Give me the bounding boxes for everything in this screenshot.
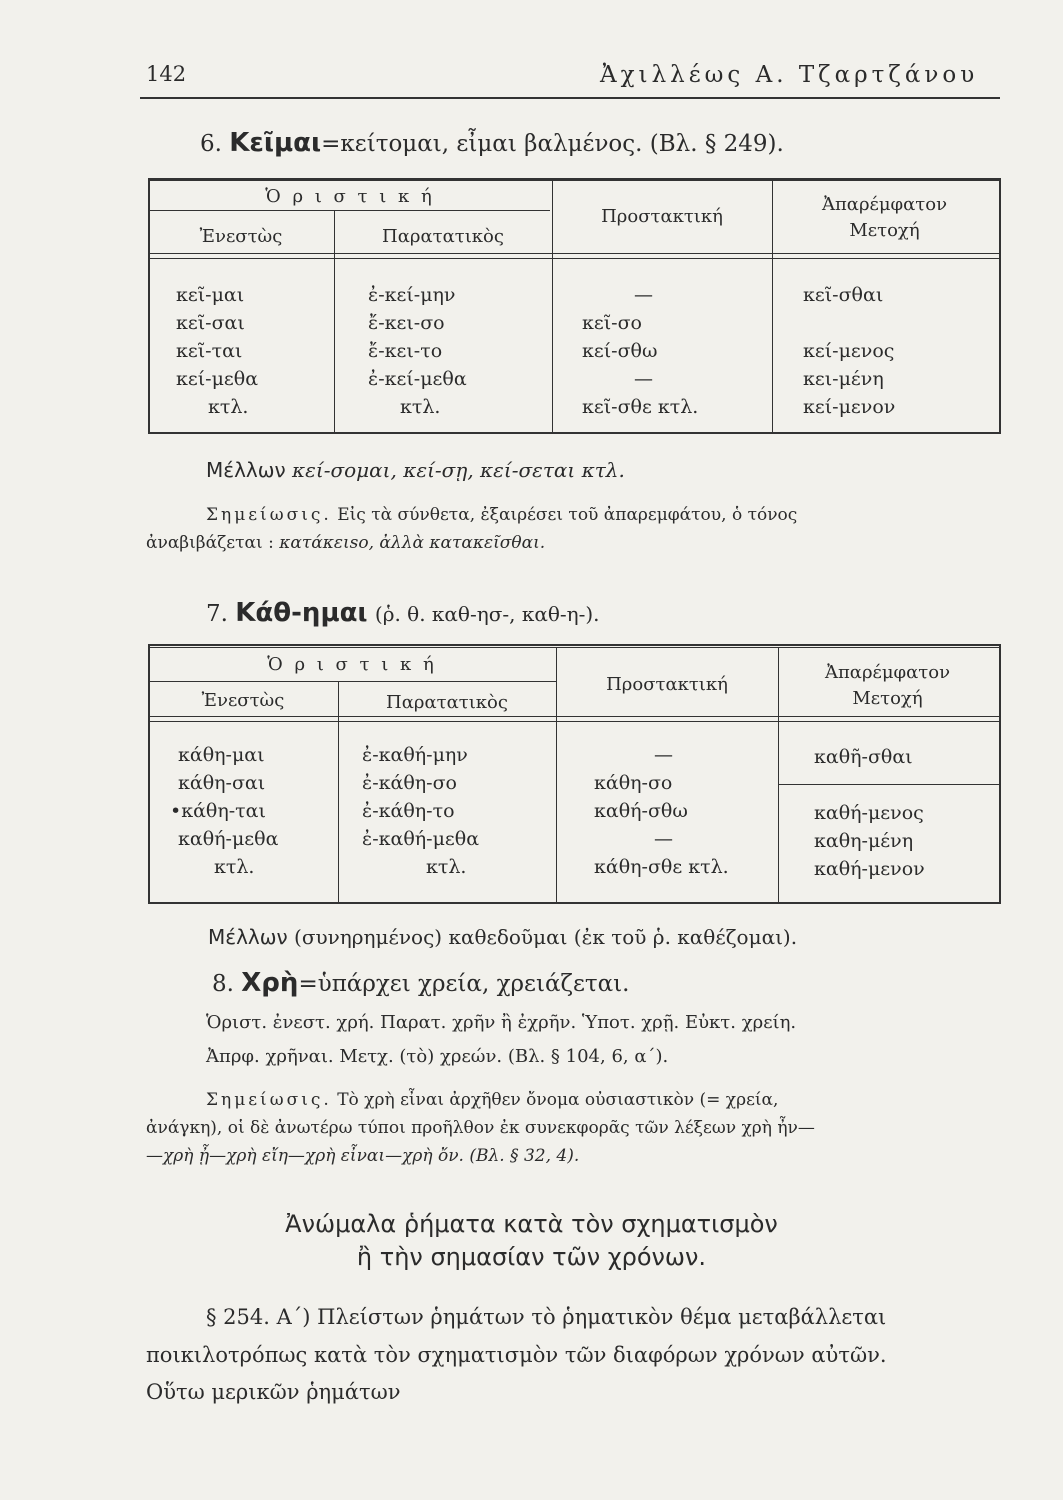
table1-enestos-2: κεῖ-σαι [176,312,245,334]
section-8-forms-line2: Ἀπρφ. χρῆναι. Μετχ. (τὸ) χρεών. (Βλ. § 104, 6, α΄). [206,1046,669,1067]
section-6-definition: =κείτομαι, εἶμαι βαλμένος. (Βλ. § 249). [321,131,784,157]
section-8-note-line2: ἀνάγκη), οἱ δὲ ἀνωτέρω τύποι προῆλθον ἐκ συνεκφορᾶς τῶν λέξεων χρὴ ἦν— [146,1118,815,1138]
conjugation-table-kathemai [148,644,999,902]
section-7-future-forms: (συνηρημένος) καθεδοῦμαι (ἐκ τοῦ ῥ. καθέζομαι). [294,925,798,949]
subtitle-line1: Ἀνώμαλα ῥήματα κατὰ τὸν σχηματισμὸν [285,1210,778,1238]
section-6-note-line2 [146,533,996,553]
table2-metochi-header: Μετοχή [852,688,923,709]
table2-metochi-1: καθή-μενος [814,802,924,824]
table2-enestos-4: καθή-μεθα [178,828,279,850]
table1-prostaktiki-3: κεί-σθω [582,340,658,362]
section-7-lemma: Κάθ-ημαι [235,598,368,628]
table2-paratatikos-5: κτλ. [426,856,467,878]
table1-aparemfaton-header: Ἀπαρέμφατον [821,194,948,215]
section-8-heading [212,968,629,998]
table1-prostaktiki-4: — [634,368,653,390]
section-6-future-label: Μέλλων [206,458,286,482]
table1-prostaktiki-5: κεῖ-σθε κτλ. [582,396,699,418]
table1-prostaktiki-header: Προστακτική [601,206,723,227]
header-rule [140,97,1000,99]
section-6-heading [200,128,784,158]
table2-metochi-3: καθή-μενον [814,858,925,880]
table1-oristiki-header: Ὁ ρ ι σ τ ι κ ή [265,186,435,207]
table2-paratatikos-header: Παρατατικὸς [386,692,508,713]
table2-prostaktiki-2: κάθη-σο [594,772,673,794]
table2-prostaktiki-5: κάθη-σθε κτλ. [594,856,729,878]
paragraph-254-line1: § 254. Α΄) Πλείστων ῥημάτων τὸ ῥηματικὸν θέμα μεταβάλλεται [206,1305,887,1329]
table2-prostaktiki-3: καθή-σθω [594,800,688,822]
table1-paratatikos-4: ἐ-κεί-μεθα [368,368,467,390]
table1-metochi-header: Μετοχή [849,220,920,241]
table2-enestos-5: κτλ. [214,856,255,878]
table1-metochi-1: κεί-μενος [803,340,895,362]
section-8-number: 8. [212,971,234,997]
paragraph-254-line2: ποικιλοτρόπως κατὰ τὸν σχηματισμὸν τῶν διαφόρων χρόνων αὐτῶν. [146,1343,887,1367]
section-8-note-line3: —χρὴ ᾖ—χρὴ εἴη—χρὴ εἶναι—χρὴ ὄν. (Βλ. § 32, 4). [146,1146,580,1166]
section-6-future-forms: κεί-σομαι, κεί-σῃ, κεί-σεται κτλ. [292,458,625,482]
section-7-number: 7. [206,601,228,627]
table2-paratatikos-1: ἐ-καθή-μην [362,744,468,766]
section-7-definition: (ῥ. θ. καθ-ησ-, καθ-η-). [374,602,600,626]
section-6-future [206,458,625,482]
section-6-number: 6. [200,131,222,157]
table1-prostaktiki-2: κεῖ-σο [582,312,642,334]
table1-paratatikos-1: ἐ-κεί-μην [368,284,456,306]
table1-enestos-5: κτλ. [208,396,249,418]
table2-enestos-header: Ἐνεστὼς [201,690,285,711]
section-8-lemma: Χρὴ [241,968,299,998]
table1-enestos-header: Ἐνεστὼς [199,226,283,247]
section-7-future [208,925,797,949]
section-8-note-line1 [206,1090,778,1110]
table2-enestos-1: κάθη-μαι [178,744,265,766]
section-8-note-text1: Τὸ χρὴ εἶναι ἀρχῆθεν ὄνομα οὐσιαστικὸν (= χρεία, [337,1090,779,1110]
section-6-note-label: Σημείωσις. [206,505,332,525]
table2-enestos-2: κάθη-σαι [178,772,266,794]
table2-paratatikos-4: ἐ-καθή-μεθα [362,828,480,850]
table2-aparemfaton-form: καθῆ-σθαι [814,746,913,768]
table1-paratatikos-5: κτλ. [400,396,441,418]
section-6-note-example: κατάκειso, ἀλλὰ κατακεῖσθαι. [279,533,546,553]
table2-enestos-3: •κάθη-ται [170,800,266,822]
table2-prostaktiki-header: Προστακτική [606,674,728,695]
table2-prostaktiki-1: — [654,744,673,766]
section-8-forms-line1: Ὁριστ. ἐνεστ. χρή. Παρατ. χρῆν ἢ ἐχρῆν. Ὑποτ. χρῇ. Εὐκτ. χρείη. [206,1012,797,1033]
table1-prostaktiki-1: — [634,284,653,306]
running-title: Ἀχιλλέως Α. Τζαρτζάνου [600,62,979,88]
table1-metochi-3: κεί-μενον [803,396,896,418]
table1-aparemfaton-form: κεῖ-σθαι [803,284,884,306]
table1-enestos-3: κεῖ-ται [176,340,243,362]
section-7-heading [206,598,600,628]
section-6-lemma: Κεῖμαι [229,128,322,158]
section-6-note-text2: ἀναβιβάζεται : [146,533,274,553]
table1-enestos-4: κεί-μεθα [176,368,259,390]
table1-paratatikos-header: Παρατατικὸς [382,226,504,247]
table2-metochi-2: καθη-μένη [814,830,914,852]
table1-metochi-2: κει-μένη [803,368,884,390]
section-8-definition: =ὑπάρχει χρεία, χρειάζεται. [298,971,630,997]
table2-oristiki-header: Ὁ ρ ι σ τ ι κ ή [267,654,437,675]
conjugation-table-keimai [148,178,999,432]
table2-aparemfaton-header: Ἀπαρέμφατον [824,662,951,683]
section-6-note-text: Εἰς τὰ σύνθετα, ἐξαιρέσει τοῦ ἀπαρεμφάτου, ὁ τόνος [337,505,798,525]
section-7-future-label: Μέλλων [208,925,288,949]
table2-paratatikos-2: ἐ-κάθη-σο [362,772,457,794]
paragraph-254-line3: Οὕτω μερικῶν ῥημάτων [146,1380,401,1404]
page-number: 142 [146,62,187,86]
table1-paratatikos-2: ἔ-κει-σο [368,312,445,334]
table2-paratatikos-3: ἐ-κάθη-το [362,800,455,822]
section-6-note-line1 [206,505,1006,525]
table1-paratatikos-3: ἔ-κει-το [368,340,443,362]
table2-prostaktiki-4: — [654,828,673,850]
table1-enestos-1: κεῖ-μαι [176,284,245,306]
subtitle-line2: ἢ τὴν σημασίαν τῶν χρόνων. [356,1243,707,1271]
section-8-note-label: Σημείωσις. [206,1090,332,1110]
